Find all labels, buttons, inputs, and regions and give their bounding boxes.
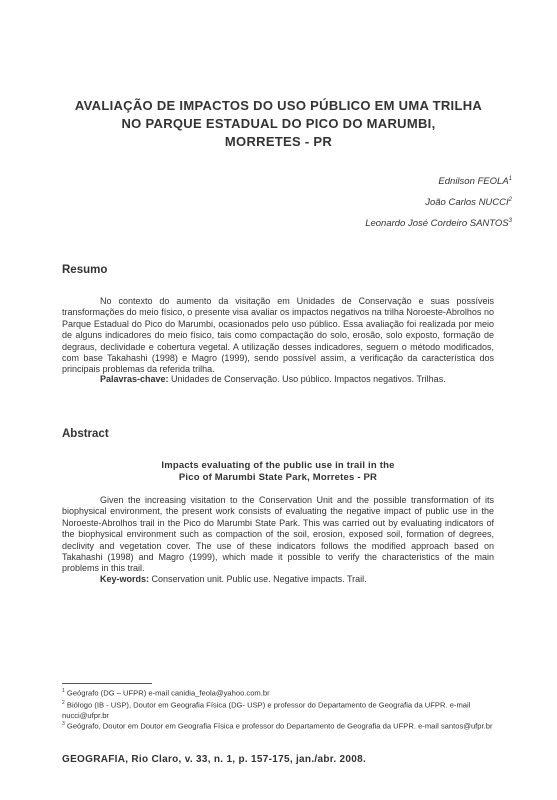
author-3 <box>365 212 512 233</box>
footnote-mark: 3 <box>62 721 65 727</box>
author-name: Ednilson FEOLA <box>438 176 509 188</box>
author-mark: 1 <box>508 176 512 182</box>
author-mark: 3 <box>508 218 512 225</box>
footnote-text: Biólogo (IB - USP), Doutor em Geografia Física (DG- USP) e professor do Departamento de Geografia da UFPR. e-mail nucci@ufpr.br <box>62 700 471 720</box>
abstract-text: Given the increasing visitation to the Conservation Unit and the possible transformation of its biophysical environment, the present work consists of evaluating the negative impact of public use in the Noroeste-Abrolhos trail in the Pico do Marumbi State Park. This was carried out by evaluating indicators of the biophysical environment such as compaction of the soil, erosion, exposed soil, formation of degrees, declivity and vegetation cover. The use of these indicators follows the modified approach based on Takahashi (1998) and Magro (1999), which made it possible to verify the characteristics of the main problems in this trail. <box>62 495 494 574</box>
footnote-3 <box>62 719 494 732</box>
author-1 <box>365 170 512 191</box>
footnote-mark: 1 <box>62 688 65 694</box>
footnote-text: Geógrafo, Doutor em Doutor em Geografia Física e professor do Departamento de Geografia da UFPR. e-mail santos@ufpr.br <box>66 721 493 731</box>
title-line-2: NO PARQUE ESTADUAL DO PICO DO MARUMBI, <box>121 116 436 131</box>
abstract-heading: Abstract <box>62 428 109 440</box>
title-line-1: AVALIAÇÃO DE IMPACTOS DO USO PÚBLICO EM UMA TRILHA <box>74 98 483 113</box>
author-list <box>365 170 512 233</box>
keywords-label: Palavras-chave: <box>100 374 169 384</box>
abstract-title-line-1: Impacts evaluating of the public use in trail in the <box>161 460 395 471</box>
footnote-divider <box>62 683 152 684</box>
footnote-1 <box>62 686 494 699</box>
footnote-2 <box>62 698 494 721</box>
resumo-paragraph <box>62 296 494 376</box>
footnote-text: Geógrafo (DG – UFPR) e-mail canidia_feola@yahoo.com.br <box>66 688 270 698</box>
author-name: Leonardo José Cordeiro SANTOS <box>365 218 509 230</box>
keywords-label: Key-words: <box>100 574 150 584</box>
footnote-mark: 2 <box>62 700 65 706</box>
author-mark: 2 <box>508 197 512 204</box>
resumo-keywords <box>100 374 500 384</box>
resumo-text: No contexto do aumento da visitação em Unidades de Conservação e suas possíveis transformações do meio físico, o presente visa avaliar os impactos negativos na trilha Noroeste-Abrolhos no Parque Estadual do Pico do Marumbi, ocasionados pelo uso público. Essa avaliação foi realizada por meio de alguns indicadores do meio físico, tais como compactação do solo, erosão, solo exposto, formação de degraus, declividade e cobertura vegetal. A utilização desses indicadores, seguem o método modificados, com base Takahashi (1998) e Magro (1999), sendo possível assim, a verificação da característica dos principais problemas da referida trilha. <box>62 296 494 375</box>
journal-citation: GEOGRAFIA, Rio Claro, v. 33, n. 1, p. 157-175, jan./abr. 2008. <box>62 754 367 765</box>
abstract-title-line-2: Pico of Marumbi State Park, Morretes - PR <box>178 472 378 483</box>
abstract-paragraph <box>62 495 494 575</box>
author-2 <box>365 191 512 212</box>
abstract-keywords <box>100 574 500 584</box>
resumo-heading: Resumo <box>62 264 108 276</box>
keywords-text: Conservation unit. Public use. Negative impacts. Trail. <box>149 574 367 584</box>
title-line-3: MORRETES - PR <box>224 134 333 149</box>
keywords-text: Unidades de Conservação. Uso público. Impactos negativos. Trilhas. <box>168 374 446 384</box>
author-name: João Carlos NUCCI <box>425 197 509 209</box>
paper-title <box>60 97 497 151</box>
abstract-title <box>62 460 494 484</box>
